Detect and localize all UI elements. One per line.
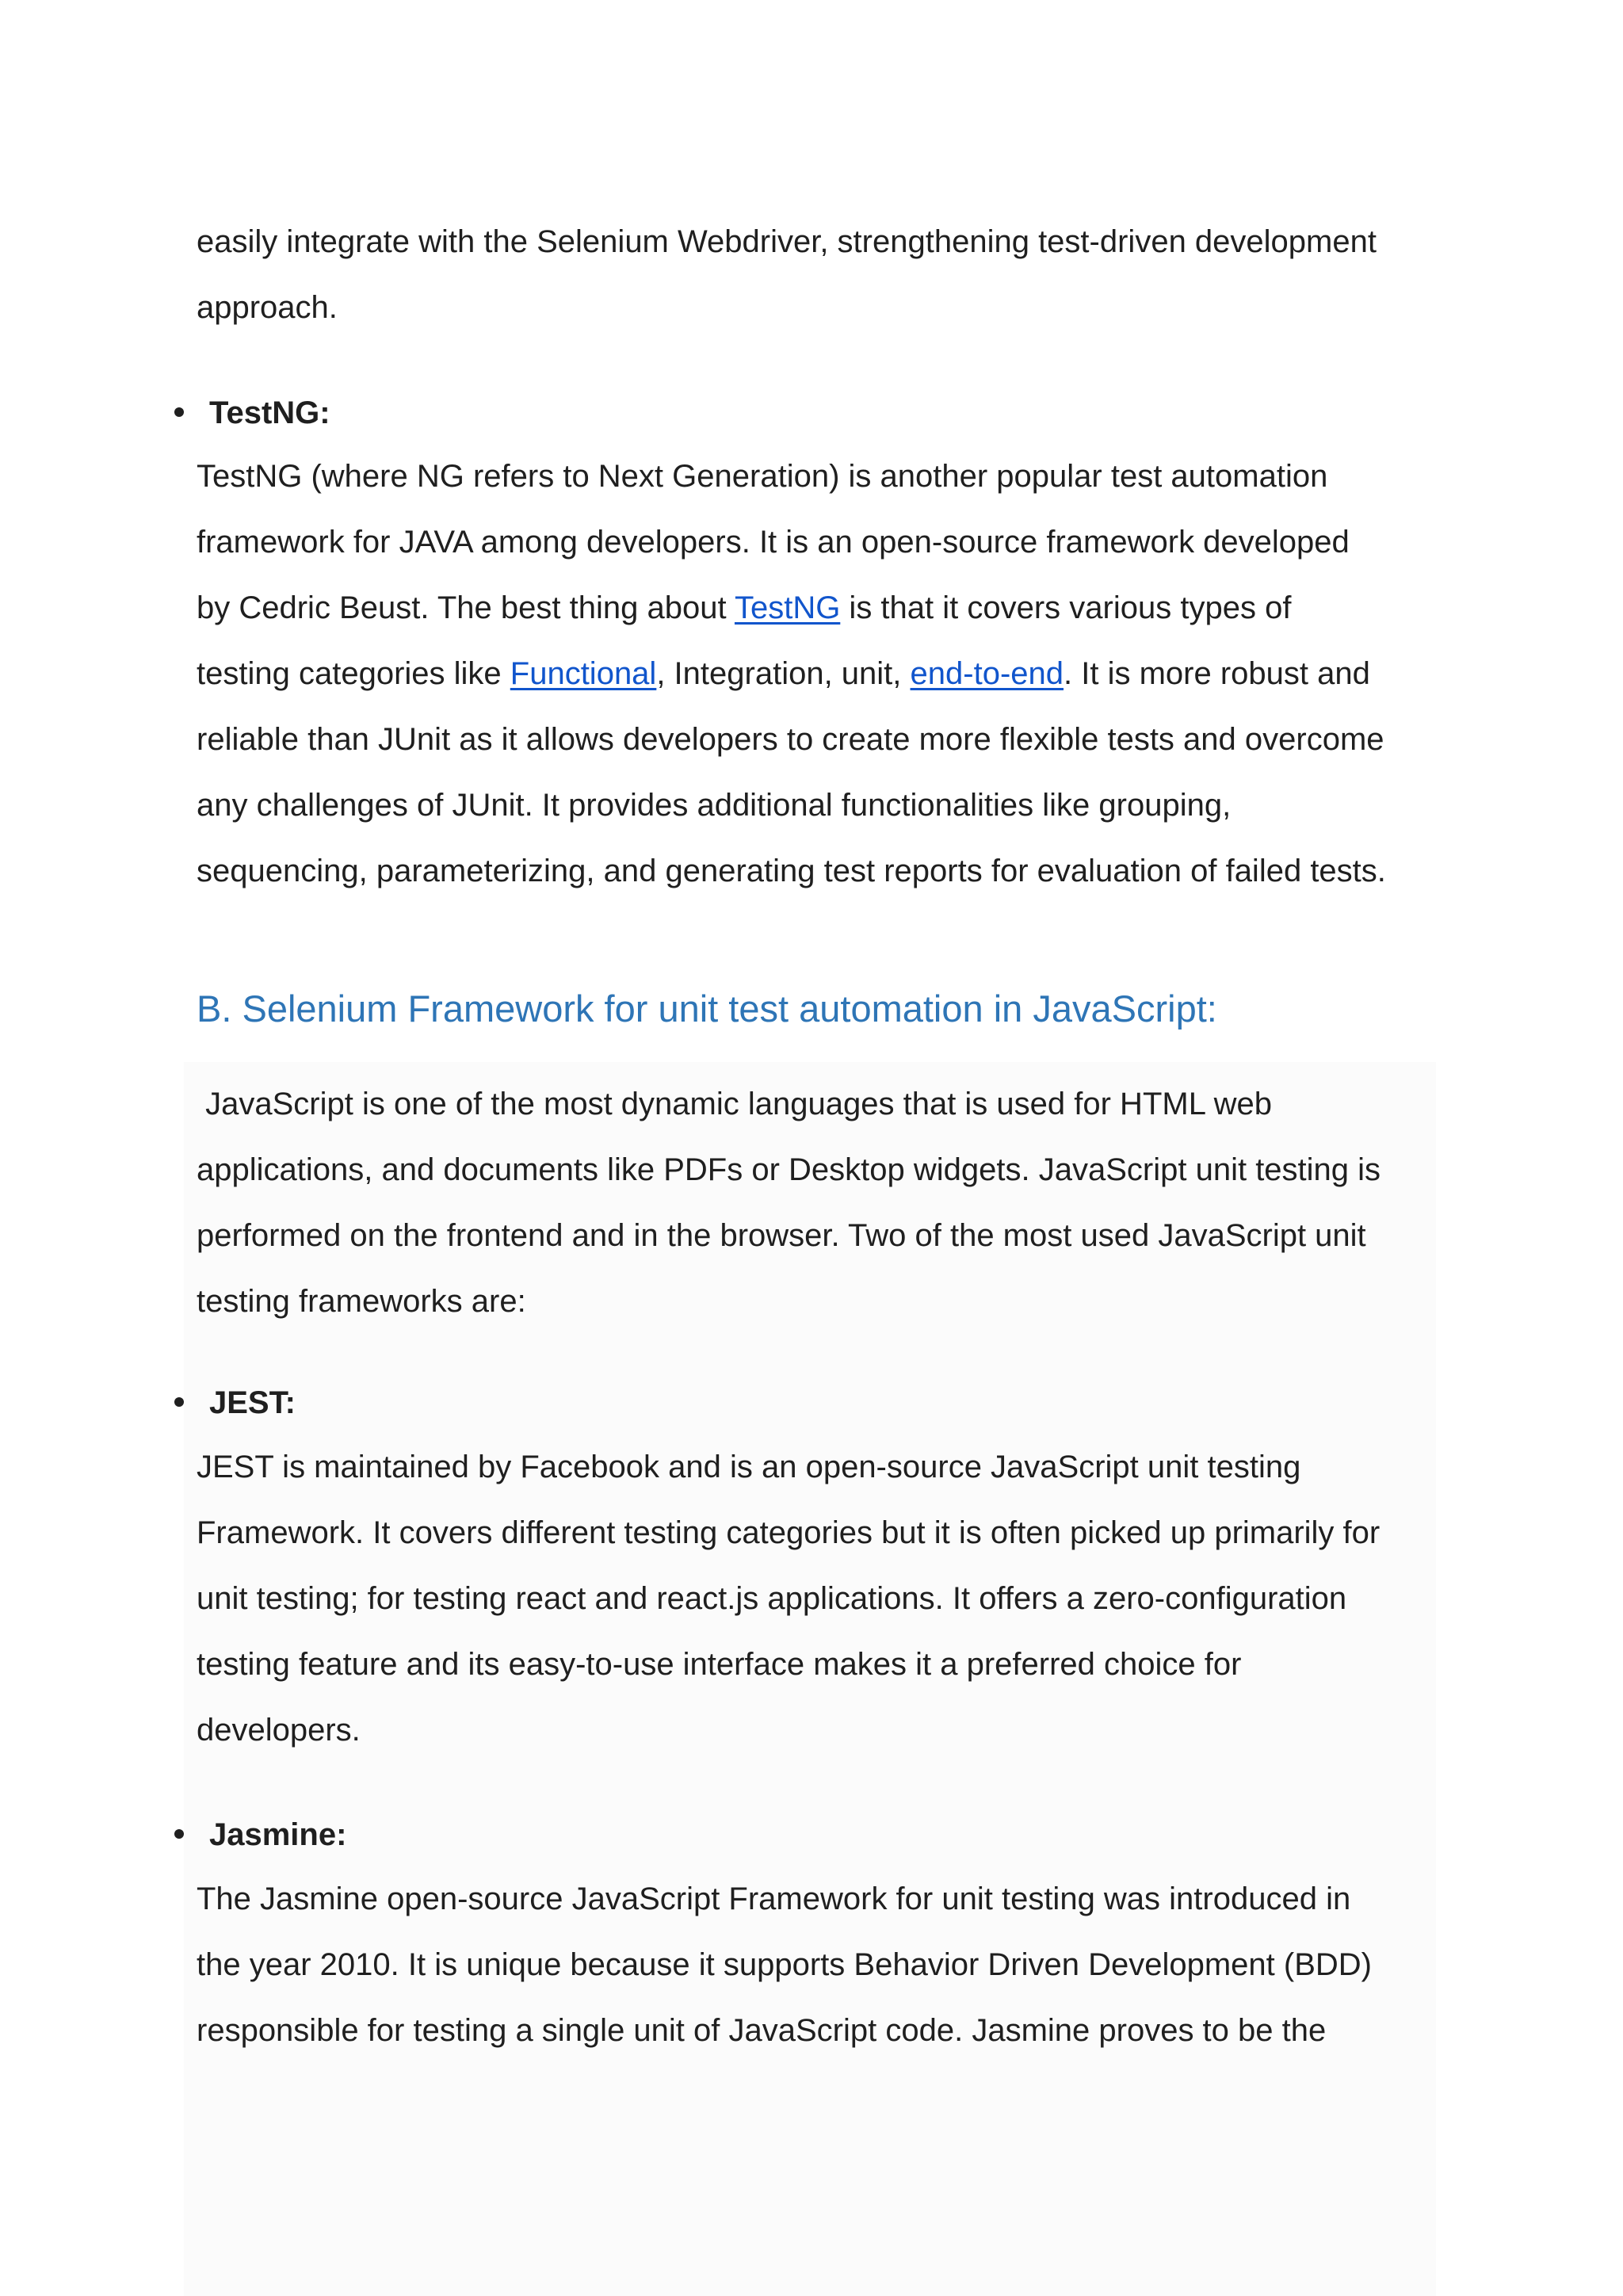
paragraph-line: JEST is maintained by Facebook and is an open-source JavaScript unit testing bbox=[197, 1450, 1301, 1484]
paragraph-line: framework for JAVA among developers. It is an open-source framework developed bbox=[197, 525, 1350, 560]
paragraph-line: any challenges of JUnit. It provides additional functionalities like grouping, bbox=[197, 788, 1232, 823]
bullet-dot-icon bbox=[174, 1397, 184, 1407]
paragraph-line: Framework. It covers different testing categories but it is often picked up primarily for bbox=[197, 1515, 1381, 1550]
jasmine-paragraph bbox=[197, 1866, 1433, 2064]
functional-link[interactable]: Functional bbox=[510, 656, 657, 691]
paragraph-line: JavaScript is one of the most dynamic languages that is used for HTML web bbox=[197, 1087, 1272, 1121]
testng-paragraph bbox=[197, 444, 1433, 904]
section-b-paragraph bbox=[197, 1072, 1433, 1335]
paragraph-line: testing feature and its easy-to-use interface makes it a preferred choice for bbox=[197, 1647, 1242, 1682]
paragraph-line: applications, and documents like PDFs or Desktop widgets. JavaScript unit testing is bbox=[197, 1152, 1381, 1187]
intro-paragraph bbox=[197, 209, 1433, 341]
bullet-jasmine bbox=[174, 1815, 346, 1855]
paragraph-line bbox=[197, 641, 1433, 707]
end-to-end-link[interactable]: end-to-end bbox=[910, 656, 1064, 691]
testng-link[interactable]: TestNG bbox=[734, 590, 841, 625]
paragraph-line: sequencing, parameterizing, and generating test reports for evaluation of failed tests. bbox=[197, 854, 1386, 888]
bullet-dot-icon bbox=[174, 407, 184, 417]
jest-paragraph bbox=[197, 1435, 1433, 1763]
bullet-label: TestNG: bbox=[209, 395, 330, 430]
section-heading: B. Selenium Framework for unit test automation in JavaScript: bbox=[197, 988, 1217, 1030]
text-run: . It is more robust and bbox=[1064, 656, 1370, 691]
paragraph-line: reliable than JUnit as it allows developers to create more flexible tests and overcome bbox=[197, 722, 1384, 757]
paragraph-line: unit testing; for testing react and react.js applications. It offers a zero-configuration bbox=[197, 1581, 1347, 1616]
bullet-dot-icon bbox=[174, 1829, 184, 1839]
paragraph-line: developers. bbox=[197, 1713, 361, 1748]
paragraph-line: The Jasmine open-source JavaScript Framework for unit testing was introduced in bbox=[197, 1881, 1351, 1916]
bullet-label: Jasmine: bbox=[209, 1817, 347, 1852]
paragraph-line: testing frameworks are: bbox=[197, 1284, 526, 1319]
paragraph-line bbox=[197, 575, 1433, 641]
text-run: , Integration, unit, bbox=[656, 656, 911, 691]
text-run: by Cedric Beust. The best thing about bbox=[197, 590, 735, 625]
paragraph-line: TestNG (where NG refers to Next Generation) is another popular test automation bbox=[197, 459, 1328, 494]
intro-line: easily integrate with the Selenium Webdriver, strengthening test-driven development bbox=[197, 224, 1377, 259]
bullet-jest bbox=[174, 1383, 296, 1423]
paragraph-line: the year 2010. It is unique because it supports Behavior Driven Development (BDD) bbox=[197, 1947, 1372, 1982]
bullet-testng bbox=[174, 393, 330, 433]
paragraph-line: responsible for testing a single unit of JavaScript code. Jasmine proves to be the bbox=[197, 2013, 1327, 2048]
text-run: is that it covers various types of bbox=[840, 590, 1292, 625]
text-run: testing categories like bbox=[197, 656, 510, 691]
paragraph-line: performed on the frontend and in the browser. Two of the most used JavaScript unit bbox=[197, 1218, 1366, 1253]
bullet-label: JEST: bbox=[209, 1385, 296, 1420]
intro-line: approach. bbox=[197, 290, 338, 325]
